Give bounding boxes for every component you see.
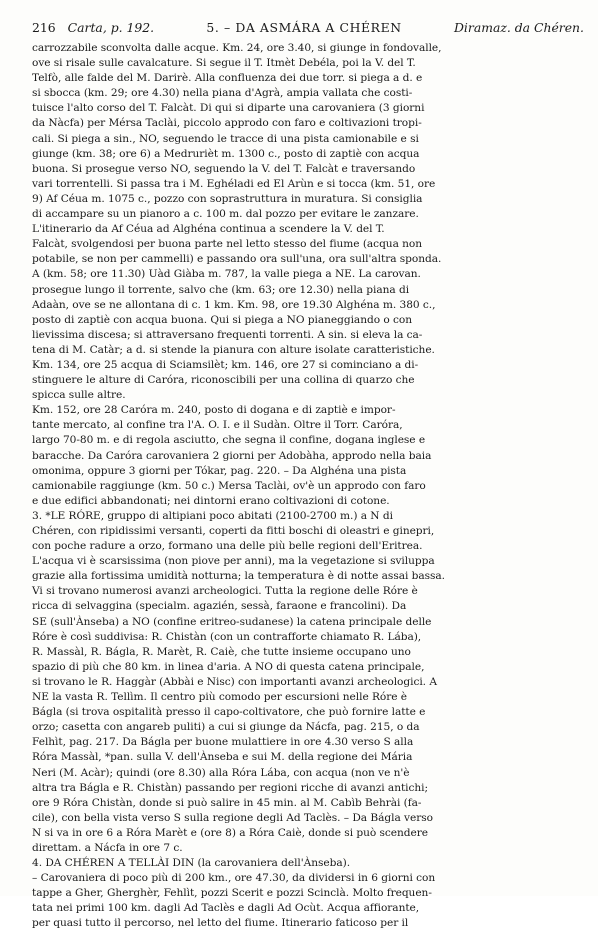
paragraph: Km. 152, ore 28 Caróra m. 240, posto di dogana e di zaptiè e impor- tante mercato, al confine tra l'A. O. I. e il Sudàn. Oltre il Torr. Caróra, largo 70-80 m. e di regola asciutto, che segna il confine, dogana inglese e baracche. Da Caróra carovaniera 2 giorni per Adobàha, approdo nella baia omonima, oppure 3 giorni per Tókar, pag. 220. – Da Alghéna una pista camionabile raggiunge (km. 50 c.) Mersa Taclài, ov'è un approdo con faro e due edifici abbandonati; nei dintorni erano coltivazioni di cotone. bbox=[32, 404, 432, 507]
running-header bbox=[32, 20, 584, 36]
paragraph: carrozzabile sconvolta dalle acque. Km. 24, ore 3.40, si giunge in fondovalle, ove si risale sulle cavalcature. Si segue il T. Itmèt Debéla, poi la V. del T. Telfò, alle falde del M. Darirè. Alla confluenza dei due torr. si piega a d. e si sbocca (km. 29; ore 4.30) nella piana d'Agrà, ampia vallata che costi- tuisce l'alto corso del T. Falcàt. Di qui si diparte una carovaniera (3 giorni da Nàcfa) per Mérsa Taclài, piccolo approdo con faro e coltivazioni tropi- cali. Si piega a sin., NO, seguendo le tracce di una pista camionabile e si giunge (km. 38; ore 6) a Medrurièt m. 1300 c., posto di zaptiè con acqua buona. Si prosegue verso NO, seguendo la V. del T. Falcàt e traversando vari torrentelli. Si passa tra i M. Eghéladi ed El Arùn e si tocca (km. 51, ore 9) Af Céua m. 1075 c., pozzo con soprastruttura in muratura. Si consiglia di accampare su un pianoro a c. 100 m. dal pozzo per evitare le zanzare. bbox=[32, 42, 442, 221]
paragraph: 4. DA CHÉREN A TELLÀI DIN (la carovaniera dell'Ànseba). – Carovaniera di poco più di 200 km., ore 47.30, da dividersi in 6 giorni con tappe a Gher, Gherghèr, Fehlìt, pozzi Scerit e pozzi Scinclà. Molto frequen- tata nei primi 100 km. dagli Ad Taclès e dagli Ad Ocùt. Acqua affiorante, per quasi tutto il percorso, nel letto del fiume. Itinerario faticoso per il bbox=[32, 857, 436, 930]
body-text bbox=[32, 41, 584, 932]
header-left bbox=[32, 20, 154, 36]
subsection-title: Diramaz. da Chéren. bbox=[454, 20, 584, 35]
paragraph: 3. *LE RÓRE, gruppo di altipiani poco abitati (2100-2700 m.) a N di Chéren, con ripidissimi versanti, coperti da fitti boschi di oleastri e ginepri, con poche radure a orzo, formano una delle più belle regioni dell'Eritrea. L'acqua vi è scarsissima (non piove per anni), ma la vegetazione si sviluppa grazie alla fortissima umidità notturna; la temperatura è di notte assai bassa. Vi si trovano numerosi avanzi archeologici. Tutta la regione delle Róre è ricca di selvaggina (specialm. agazién, sessà, faraone e francolini). Da SE (sull'Ànseba) a NO (confine eritreo-sudanese) la catena principale delle Róre è così suddivisa: R. Chistàn (con un contrafforte chiamato R. Lába), R. Massàl, R. Bágla, R. Marèt, R. Caiè, che tutte insieme occupano uno spazio di più che 80 km. in linea d'aria. A NO di questa catena principale, si trovano le R. Haggàr (Abbài e Nisc) con importanti avanzi archeologici. A NE la vasta R. Tellìm. Il centro più comodo per escursioni nelle Róre è Bágla (si trova ospitalità presso il capo-coltivatore, che può fornire latte e orzo; casetta con angareb puliti) a cui si giunge da Nácfa, pag. 215, o da Felhìt, pag. 217. Da Bágla per buone mulattiere in ore 4.30 verso S alla Róra Massàl, *pan. sulla V. dell'Ànseba e sui M. della regione dei Mária Neri (M. Acàr); quindi (ore 8.30) alla Róra Lába, con acqua (non ve n'è altra tra Bágla e R. Chistàn) passando per regioni ricche di avanzi antichi; ore 9 Róra Chistàn, donde si può salire in 45 min. al M. Cabìb Behrài (fa- cile), con bella vista verso S sulla regione degli Ad Taclès. – Da Bágla verso N si va in ore 6 a Róra Marèt e (ore 8) a Róra Caiè, donde si può scendere direttam. a Nácfa in ore 7 c. bbox=[32, 509, 445, 854]
page-number: 216 bbox=[32, 20, 56, 35]
map-reference: Carta, p. 192. bbox=[67, 20, 155, 35]
paragraph: L'itinerario da Af Céua ad Alghéna continua a scendere la V. del T. Falcàt, svolgendosi per buona parte nel letto stesso del fiume (acqua non potabile, se non per cammelli) e passando ora sull'una, ora sull'altra sponda. A (km. 58; ore 11.30) Uàd Giàba m. 787, la valle piega a NE. La carovan. prosegue lungo il torrente, salvo che (km. 63; ore 12.30) nella piana di Adaàn, ove se ne allontana di c. 1 km. Km. 98, ore 19.30 Alghéna m. 380 c., posto di zaptiè con acqua buona. Qui si piega a NO pianeggiando o con lievissima discesa; si attraversano frequenti torrenti. A sin. si eleva la ca- tena di M. Catàr; a d. si stende la pianura con alture isolate caratteristiche. Km. 134, ore 25 acqua di Sciamsilèt; km. 146, ore 27 si cominciano a di- stinguere le alture di Caróra, riconoscibili per una collina di quarzo che spicca sulle altre. bbox=[32, 223, 442, 402]
section-title: 5. – DA ASMÁRA A CHÉREN bbox=[206, 20, 402, 35]
